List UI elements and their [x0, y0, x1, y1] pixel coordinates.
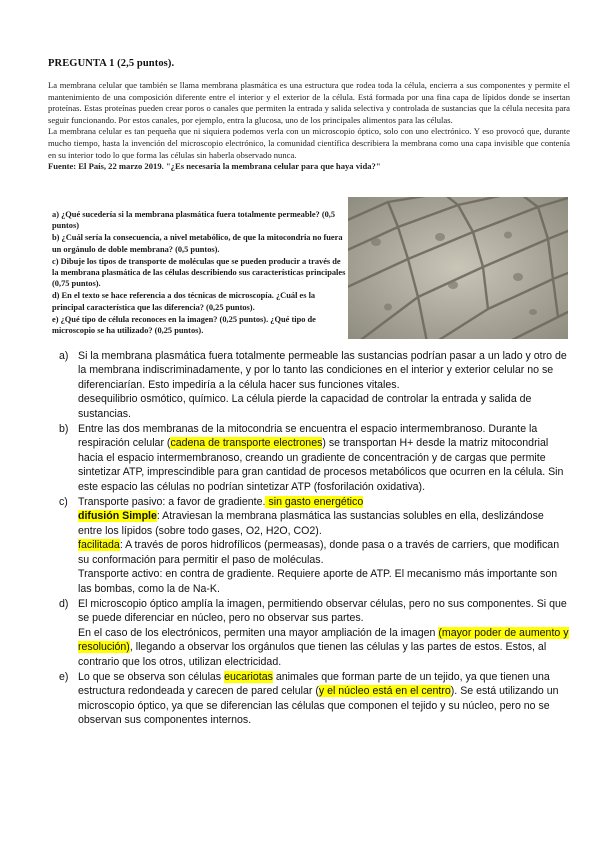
answer-label-c: c): [59, 496, 68, 509]
answer-d-line-1: El microscopio óptico amplía la imagen, permitiendo observar células, pero no sus componentes. Si que se puede diferenciar en núcleo, pero no observar sus partes.: [78, 597, 567, 625]
question-list: [52, 209, 348, 337]
question-heading: PREGUNTA 1 (2,5 puntos).: [48, 58, 175, 69]
intro-paragraph-2: La membrana celular es tan pequeña que ni siquiera podemos verla con un microscopio óptico, solo con uno electrónico. Y eso provocó que, durante mucho tiempo, hasta la invención del microscopio electrónico, la comunidad científica describiera la membrana como una capa invisible que contenía en su interior todo lo que forma las células sin haberla observado nunca.: [48, 126, 570, 160]
answer-c: [59, 495, 570, 596]
answer-label-d: d): [59, 597, 69, 610]
intro-paragraph-1: La membrana celular que también se llama membrana plasmática es una estructura que rodea toda la célula, encierra a sus componentes y permite el mantenimiento de una composición diferente entre el interior y el exterior de la célula. Está formada por una fina capa de lípidos donde se insertan proteínas. Estas proteínas pueden crear poros o canales que permiten la entrada y salida selectiva y controlada de sustancias que la célula necesita para seguir funcionando. Por estos canales, por ejemplo, entra la glucosa, uno de los principales alimentos para las células.: [48, 80, 570, 125]
answer-b-text: Entre las dos membranas de la mitocondria se encuentra el espacio intermembranoso. Durante la respiración celular (cadena de transporte electrones) se transportan H+ desde la matriz mitocondrial hacia el espacio intermembranoso, creando un gradiente de concentración y de cargas que permite sintetizar ATP, imprescindible para gran cantidad de procesos metabólicos que ocurren en la célula. Sin este espacio las células no podrían sintetizar ATP (fosforilación oxidativa).: [78, 423, 564, 493]
answer-d-line-2: En el caso de los electrónicos, permiten una mayor ampliación de la imagen (mayor poder de aumento y resolución), llegando a observar los orgánulos que tienen las células y las partes de estos. Estos, al contrario que los otros, utilizan electricidad.: [78, 626, 569, 668]
answer-c-line-3: facilitada: A través de poros hidrofílicos (permeasas), donde pasa o a través de carriers, que modifican su conformación para permitir el paso de moléculas.: [78, 539, 560, 566]
question-d: d) En el texto se hace referencia a dos técnicas de microscopía. ¿Cuál es la principal característica que las diferencia? (0,25 puntos).: [52, 291, 316, 312]
highlight-facilitated: facilitada: [78, 539, 120, 552]
question-e: e) ¿Qué tipo de célula reconoces en la imagen? (0,25 puntos). ¿Qué tipo de microscopio se ha utilizado? (0,25 puntos).: [52, 314, 316, 336]
highlight-simple-diffusion: difusión Simple: [78, 510, 157, 523]
answer-b: [59, 422, 570, 494]
answer-e-text: Lo que se observa son células eucariotas animales que forman parte de un tejido, ya que tienen una estructura redondeada y carecen de pared celular (y el núcleo está en el centro). Se está utilizando un microscopio óptico, ya que se diferencian las células que componen el tejido y su núcleo, pero no se observan sus componentes internos.: [78, 670, 559, 727]
answer-a-text-2: desequilibrio osmótico, químico. La célula pierde la capacidad de controlar la entrada y salida de sustancias.: [78, 393, 532, 420]
answer-e: [59, 670, 570, 728]
answer-a: [59, 349, 570, 421]
cell-micrograph-image: [348, 197, 568, 339]
answer-label-a: a): [59, 350, 69, 362]
highlight-nucleus-center: y el núcleo está en el centro: [318, 685, 451, 698]
answer-label-e: e): [59, 670, 69, 683]
answer-c-line-4: Transporte activo: en contra de gradiente. Requiere aporte de ATP. El mecanismo más importante son las bombas, como la de Na-K.: [78, 568, 558, 595]
intro-source: Fuente: El País, 22 marzo 2019. "¿Es necesaria la membrana celular para que haya vida?": [48, 161, 381, 172]
question-b: b) ¿Cuál sería la consecuencia, a nivel metabólico, de que la mitocondria no fuera un orgánulo de doble membrana? (0,5 puntos).: [52, 233, 343, 254]
highlight-eukaryotic: eucariotas: [224, 670, 273, 683]
highlight-electron-chain: cadena de transporte electrones: [170, 437, 323, 450]
answer-c-line-2: difusión Simple: Atraviesan la membrana plasmática las sustancias solubles en ella, deslizándose entre los lípidos (sobre todo gases, O2, H2O, CO2).: [78, 510, 544, 537]
highlight-no-energy: sin gasto energético: [265, 496, 364, 509]
intro-text: [48, 80, 570, 173]
answers: [59, 349, 570, 728]
microscope-photo: [348, 197, 568, 339]
highlight-magnification: (mayor poder de aumento y resolución): [78, 626, 569, 654]
answer-c-line-1: Transporte pasivo: a favor de gradiente. sin gasto energético: [78, 496, 364, 509]
answer-label-b: b): [59, 423, 69, 436]
question-c: c) Dibuje los tipos de transporte de moléculas que se pueden producir a través de la membrana plasmática de las células describiendo sus características principales (0,75 puntos).: [52, 256, 346, 289]
answer-d: [59, 597, 570, 669]
answer-a-text-1: Si la membrana plasmática fuera totalmente permeable las sustancias podrían pasar a un lado y otro de la membrana indiscriminadamente, y por lo tanto las condiciones en el interior y exterior celular no se diferenciarían. Esto impediría a la célula hacer sus funciones vitales.: [78, 350, 567, 391]
question-a: a) ¿Qué sucedería si la membrana plasmática fuera totalmente permeable? (0,5 puntos): [52, 210, 336, 231]
